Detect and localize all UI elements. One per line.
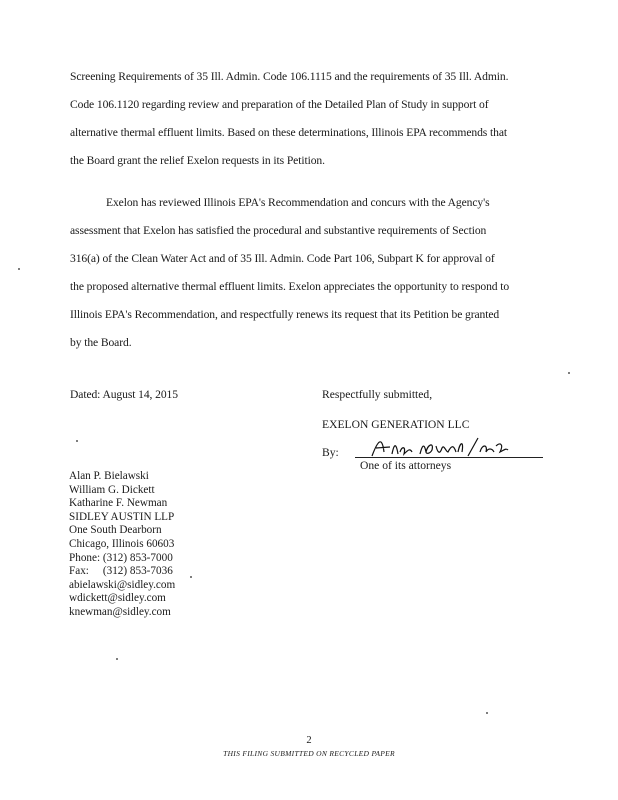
footer-note: THIS FILING SUBMITTED ON RECYCLED PAPER (223, 749, 395, 758)
email-line: knewman@sidley.com (69, 605, 171, 618)
counsel-name: Alan P. Bielawski (69, 470, 149, 482)
scan-speck (116, 658, 118, 660)
address-line: One South Dearborn (69, 524, 162, 537)
body-line: the proposed alternative thermal effluent limits. Exelon appreciates the opportunity to respond to (70, 280, 510, 293)
scan-speck (76, 440, 78, 442)
counsel-name: William G. Dickett (69, 483, 155, 496)
body-line: Screening Requirements of 35 Ill. Admin. Code 106.1115 and the requirements of 35 Ill. Admin. (70, 70, 509, 83)
body-line: by the Board. (70, 336, 132, 349)
attorney-caption: One of its attorneys (360, 459, 452, 472)
body-line: Code 106.1120 regarding review and preparation of the Detailed Plan of Study in support of (70, 98, 489, 111)
by-label: By: (322, 446, 339, 459)
body-line: Illinois EPA's Recommendation, and respectfully renews its request that its Petition be granted (70, 308, 500, 321)
company-name: EXELON GENERATION LLC (322, 418, 470, 431)
scan-speck (18, 268, 20, 270)
scan-speck (486, 712, 488, 714)
firm-name: SIDLEY AUSTIN LLP (69, 510, 175, 523)
signature-line (355, 457, 543, 458)
email-line: abielawski@sidley.com (69, 578, 176, 591)
email-line: wdickett@sidley.com (69, 592, 166, 605)
body-line: 316(a) of the Clean Water Act and of 35 Ill. Admin. Code Part 106, Subpart K for approval of (70, 252, 495, 265)
page-number: 2 (306, 735, 312, 746)
address-line: Chicago, Illinois 60603 (69, 537, 175, 550)
phone-line: Phone: (312) 853-7000 (69, 551, 173, 564)
counsel-name: Katharine F. Newman (69, 497, 168, 510)
scan-speck (190, 576, 192, 578)
dated-line: Dated: August 14, 2015 (70, 388, 178, 401)
body-line: Exelon has reviewed Illinois EPA's Recommendation and concurs with the Agency's (106, 196, 490, 209)
body-line: assessment that Exelon has satisfied the procedural and substantive requirements of Section (70, 224, 487, 237)
counsel-block (69, 470, 175, 620)
body-line: alternative thermal effluent limits. Based on these determinations, Illinois EPA recommends that (70, 126, 507, 139)
scan-speck (568, 372, 570, 374)
body-line: the Board grant the relief Exelon requests in its Petition. (70, 154, 325, 167)
fax-line: Fax: (312) 853-7036 (69, 565, 173, 578)
respectfully-submitted: Respectfully submitted, (322, 388, 433, 401)
